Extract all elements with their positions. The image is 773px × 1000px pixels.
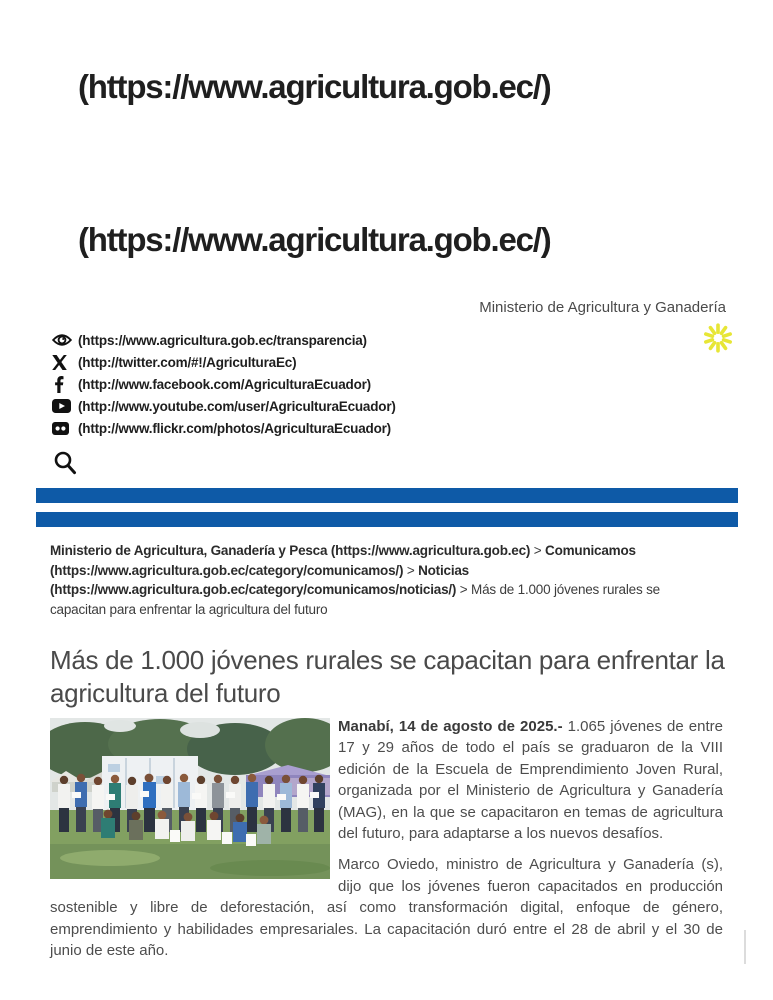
article-title: Más de 1.000 jóvenes rurales se capacitan para enfrentar la agricultura del futuro: [50, 645, 725, 708]
article-dateline: Manabí, 14 de agosto de 2025.-: [338, 718, 563, 735]
twitter-x-icon: [52, 353, 72, 371]
breadcrumb-current-page: > Más de 1.000 jóvenes rurales se capacitan para enfrentar la agricultura del futuro: [50, 582, 660, 617]
article-body: [50, 716, 723, 971]
link-label: (https://www.agricultura.gob.ec/transparencia): [78, 332, 367, 348]
breadcrumb-separator: >: [403, 562, 419, 578]
link-label: (http://twitter.com/#!/AgriculturaEc): [78, 354, 297, 370]
site-logo-link-secondary[interactable]: (https://www.agricultura.gob.ec/): [78, 221, 551, 258]
link-flickr[interactable]: [52, 419, 396, 437]
breadcrumb-link-home[interactable]: Ministerio de Agricultura, Ganadería y Pesca (https://www.agricultura.gob.ec): [50, 543, 531, 558]
link-facebook[interactable]: [52, 375, 396, 393]
link-label: (http://www.facebook.com/AgriculturaEcuador): [78, 376, 371, 392]
link-label: (http://www.flickr.com/photos/AgriculturaEcuador): [78, 420, 391, 436]
site-logo-link-primary[interactable]: (https://www.agricultura.gob.ec/): [78, 68, 551, 105]
scrollbar-remnant: [744, 930, 746, 964]
eye-transparency-icon: [52, 331, 72, 349]
nav-bar-bottom: [36, 512, 738, 527]
nav-bar-top: [36, 488, 738, 503]
link-label: (http://www.youtube.com/user/AgriculturaEcuador): [78, 398, 396, 414]
search-icon[interactable]: [52, 449, 80, 477]
breadcrumb-separator: >: [530, 543, 546, 558]
link-twitter[interactable]: [52, 353, 396, 371]
flickr-icon: [52, 419, 72, 437]
breadcrumb: [50, 541, 700, 619]
link-youtube[interactable]: [52, 397, 396, 415]
paragraph-text: Marco Oviedo, ministro de Agricultura y Ganadería (s), dijo que los jóvenes fueron capacitados en producción sostenible y libre de deforestación, así como transformación digital, enfoque de género, emprendimiento y habilidades empresariales. La capacitación duró entre el 28 de abril y el 30 de junio de este año.: [50, 856, 723, 960]
loading-asterisk-icon: [702, 322, 734, 354]
social-links-list: [52, 331, 396, 437]
ministry-name-text: Ministerio de Agricultura y Ganadería: [479, 299, 726, 316]
article-photo: [50, 718, 330, 879]
link-transparencia[interactable]: [52, 331, 396, 349]
youtube-icon: [52, 397, 72, 415]
breadcrumb-link-comunicamos[interactable]: Comunicamos (https://www.agricultura.gob.ec/category/comunicamos/): [50, 543, 636, 578]
paragraph-text: 1.065 jóvenes de entre 17 y 29 años de todo el país se graduaron de la VIII edición de la Escuela de Emprendimiento Joven Rural, organizada por el Ministerio de Agricultura y Ganadería (MAG), en la que se capacitaron en temas de agricultura del futuro, para adaptarse a los nuevos desafíos.: [338, 718, 723, 843]
facebook-icon: [52, 375, 72, 393]
breadcrumb-link-noticias[interactable]: Noticias (https://www.agricultura.gob.ec/category/comunicamos/noticias/): [50, 562, 469, 597]
